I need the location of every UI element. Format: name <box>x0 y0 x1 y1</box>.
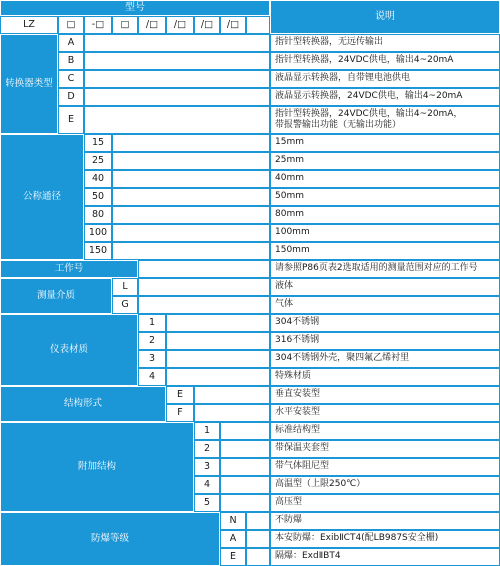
blank-cell <box>166 314 270 332</box>
blank-cell <box>84 52 270 70</box>
option-code: G <box>112 296 138 314</box>
blank-cell <box>246 512 270 530</box>
option-code: 2 <box>138 332 166 350</box>
option-code: A <box>58 34 84 52</box>
option-code: 2 <box>194 440 220 458</box>
option-code: 4 <box>138 368 166 386</box>
blank-cell <box>220 494 270 512</box>
option-code: 80 <box>84 206 112 224</box>
option-code: D <box>58 88 84 106</box>
option-code: C <box>58 70 84 88</box>
option-description: 气体 <box>270 296 500 314</box>
blank-cell <box>194 404 270 422</box>
option-description: 水平安装型 <box>270 404 500 422</box>
option-code: 50 <box>84 188 112 206</box>
blank-cell <box>112 152 270 170</box>
option-code: B <box>58 52 84 70</box>
option-description: 液体 <box>270 278 500 296</box>
blank-cell <box>84 106 270 134</box>
option-code: 40 <box>84 170 112 188</box>
option-description: 带气体阻尼型 <box>270 458 500 476</box>
blank-cell <box>138 278 270 296</box>
option-description: 标准结构型 <box>270 422 500 440</box>
blank-cell <box>112 242 270 260</box>
option-code: 1 <box>194 422 220 440</box>
option-description: 高温型（上限250℃） <box>270 476 500 494</box>
blank-cell <box>166 350 270 368</box>
option-description: 带保温夹套型 <box>270 440 500 458</box>
option-description: 高压型 <box>270 494 500 512</box>
group-label-4: 仪表材质 <box>0 314 138 386</box>
option-code: 150 <box>84 242 112 260</box>
option-description: 316不锈钢 <box>270 332 500 350</box>
option-code: 4 <box>194 476 220 494</box>
blank-cell <box>112 170 270 188</box>
blank-cell <box>194 386 270 404</box>
option-code: 3 <box>194 458 220 476</box>
option-description: 隔爆：ExdⅡBT4 <box>270 548 500 566</box>
option-description: 100mm <box>270 224 500 242</box>
option-description: 304不锈钢外壳，聚四氟乙烯衬里 <box>270 350 500 368</box>
code-placeholder-3: □ <box>112 16 138 34</box>
option-code: A <box>220 530 246 548</box>
blank-cell <box>166 368 270 386</box>
option-description: 80mm <box>270 206 500 224</box>
blank-cell <box>112 134 270 152</box>
blank-cell <box>166 332 270 350</box>
option-description: 40mm <box>270 170 500 188</box>
option-description: 304不锈钢 <box>270 314 500 332</box>
blank-cell <box>138 260 270 278</box>
blank-cell <box>84 88 270 106</box>
option-description: 特殊材质 <box>270 368 500 386</box>
code-placeholder-2: -□ <box>84 16 112 34</box>
option-description: 指针型转换器，24VDC供电，输出4~20mA， 带报警输出功能（无输出功能） <box>270 106 500 134</box>
code-placeholder-6: /□ <box>194 16 220 34</box>
option-code: E <box>166 386 194 404</box>
blank-cell <box>112 206 270 224</box>
blank-cell <box>246 548 270 566</box>
option-description: 25mm <box>270 152 500 170</box>
blank-cell <box>220 422 270 440</box>
group-label-1: 公称通径 <box>0 134 84 260</box>
option-code: F <box>166 404 194 422</box>
group-label-2: 工作号 <box>0 260 138 278</box>
blank-cell <box>138 296 270 314</box>
option-code: 15 <box>84 134 112 152</box>
code-placeholder-0: LZ <box>0 16 58 34</box>
option-description: 垂直安装型 <box>270 386 500 404</box>
option-code: 1 <box>138 314 166 332</box>
option-description: 15mm <box>270 134 500 152</box>
option-code: 25 <box>84 152 112 170</box>
option-code: E <box>220 548 246 566</box>
option-description: 150mm <box>270 242 500 260</box>
group-label-7: 防爆等级 <box>0 512 220 566</box>
blank-cell <box>84 70 270 88</box>
blank-cell <box>112 188 270 206</box>
option-description: 请参照P86页表2选取适用的测量范围对应的工作号 <box>270 260 500 278</box>
option-description: 本安防爆：ExibⅡCT4(配LB987S安全栅) <box>270 530 500 548</box>
blank-cell <box>220 476 270 494</box>
option-description: 指针型转换器，24VDC供电，输出4~20mA <box>270 52 500 70</box>
code-placeholder-7: /□ <box>220 16 246 34</box>
option-description: 指针型转换器，无远传输出 <box>270 34 500 52</box>
group-label-0: 转换器类型 <box>0 34 58 134</box>
option-code: N <box>220 512 246 530</box>
blank-cell <box>220 458 270 476</box>
option-code: 100 <box>84 224 112 242</box>
group-label-3: 测量介质 <box>0 278 112 314</box>
model-header: 型号 <box>0 0 270 16</box>
option-code: L <box>112 278 138 296</box>
option-code: E <box>58 106 84 134</box>
option-code: 5 <box>194 494 220 512</box>
blank-cell <box>220 440 270 458</box>
code-placeholder-1: □ <box>58 16 84 34</box>
blank-cell <box>84 34 270 52</box>
option-description: 不防爆 <box>270 512 500 530</box>
code-placeholder-blank <box>246 16 270 34</box>
code-placeholder-4: /□ <box>138 16 166 34</box>
option-code: 3 <box>138 350 166 368</box>
option-description: 50mm <box>270 188 500 206</box>
code-placeholder-5: /□ <box>166 16 194 34</box>
group-label-5: 结构形式 <box>0 386 166 422</box>
option-description: 液晶显示转换器，24VDC供电，输出4~20mA <box>270 88 500 106</box>
option-description: 液晶显示转换器，自带锂电池供电 <box>270 70 500 88</box>
blank-cell <box>112 224 270 242</box>
group-label-6: 附加结构 <box>0 422 194 512</box>
blank-cell <box>246 530 270 548</box>
explain-header: 说明 <box>270 0 500 34</box>
